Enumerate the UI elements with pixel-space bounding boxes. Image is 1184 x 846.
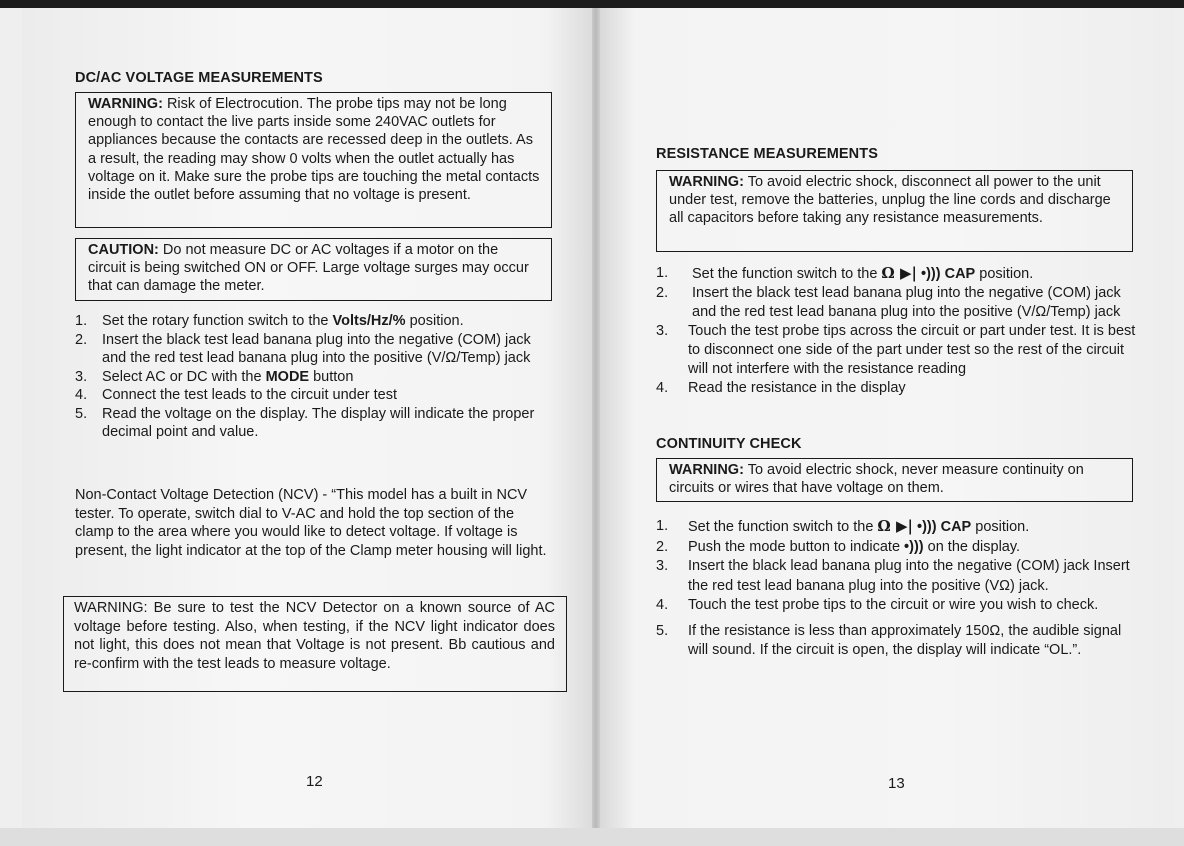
- list-item: 2. Push the mode button to indicate •))) on the display.: [656, 538, 1021, 555]
- ohm-diode-icon: Ω ▶|: [877, 517, 913, 535]
- continuity-heading: CONTINUITY CHECK: [656, 436, 802, 452]
- scan-top-edge: [0, 0, 1184, 8]
- voltage-steps-list: [75, 312, 550, 442]
- warning-label: WARNING:: [88, 96, 163, 112]
- caution-label: CAUTION:: [88, 242, 159, 258]
- resistance-heading: RESISTANCE MEASUREMENTS: [656, 146, 878, 162]
- caution-text: Do not measure DC or AC voltages if a motor on the circuit is being switched ON or OFF. Large voltage surges may occur that can damage the meter.: [88, 242, 529, 295]
- list-item: 5. If the resistance is less than approximately 150Ω, the audible signal will sound. If the circuit is open, the display will indicate “OL.”.: [656, 622, 1122, 658]
- list-item: 5. Read the voltage on the display. The display will indicate the proper decimal point and value.: [75, 405, 535, 440]
- list-item: 3. Insert the black lead banana plug into the negative (COM) jack Insert the red test lead banana plug into the positive (VΩ) jack.: [656, 558, 1130, 594]
- warning-label: WARNING:: [669, 174, 744, 190]
- ncv-warning-box: WARNING: Be sure to test the NCV Detector on a known source of AC voltage before testing. Also, when testing, if the NCV light indicator does not light, this does not mean that Voltage is not present. Bb cautious and re-confirm with the test leads to measure voltage.: [63, 596, 567, 692]
- continuity-warning-box: [656, 458, 1133, 502]
- page-number-left: 12: [306, 773, 323, 790]
- ohm-diode-icon: Ω ▶|: [881, 264, 917, 282]
- continuity-beep-icon: •))): [904, 538, 924, 555]
- page-gutter: [592, 8, 600, 828]
- ncv-paragraph: Non-Contact Voltage Detection (NCV) - “This model has a built in NCV tester. To operate, switch dial to V-AC and hold the top section of the clamp to the area where you would like to detect voltage. If voltage is present, the light indicator at the top of the Clamp meter housing will light.: [75, 487, 547, 559]
- list-item: 1. Set the rotary function switch to the Volts/Hz/% position.: [75, 313, 464, 329]
- list-item: 4. Touch the test probe tips to the circuit or wire you wish to check.: [656, 597, 1099, 613]
- warning-text: To avoid electric shock, never measure continuity on circuits or wires that have voltage on them.: [669, 462, 1084, 497]
- voltage-heading: DC/AC VOLTAGE MEASUREMENTS: [75, 70, 323, 86]
- resistance-steps-list: [656, 264, 1144, 398]
- warning-text: Risk of Electrocution. The probe tips may not be long enough to contact the live parts inside some 240VAC outlets for appliances because the contacts are recessed deep in the outlets. As a result, the reading may show 0 volts when the outlet actually has voltage on it. Make sure the probe tips are touching the metal contacts inside the outlet before assuming that no voltage is present.: [88, 96, 540, 204]
- page-number-right: 13: [888, 775, 905, 792]
- voltage-warning-box: [75, 92, 552, 228]
- list-item: 2. Insert the black test lead banana plug into the negative (COM) jack and the red test lead banana plug into the positive (V/Ω/Temp) jack: [75, 331, 531, 366]
- list-item: 1. Set the function switch to the Ω ▶| •))) CAP position.: [656, 264, 1034, 282]
- warning-text: To avoid electric shock, disconnect all power to the unit under test, remove the batteries, unplug the line cords and discharge all capacitors before taking any resistance measurements.: [669, 174, 1111, 227]
- list-item: 4. Connect the test leads to the circuit under test: [75, 387, 397, 403]
- warning-label: WARNING:: [669, 462, 744, 478]
- list-item: 3. Touch the test probe tips across the circuit or part under test. It is best to disconnect one side of the part under test so the rest of the circuit will not interfere with the resistance reading: [656, 323, 1136, 377]
- list-item: 2. Insert the black test lead banana plug into the negative (COM) jack and the red test lead banana plug into the positive (V/Ω/Temp) jack: [656, 285, 1121, 320]
- list-item: 1. Set the function switch to the Ω ▶| •))) CAP position.: [656, 517, 1030, 535]
- continuity-steps-list: [656, 517, 1140, 661]
- list-item: 4. Read the resistance in the display: [656, 380, 906, 396]
- list-item: 3. Select AC or DC with the MODE button: [75, 368, 354, 385]
- resistance-warning-box: [656, 170, 1133, 252]
- scan-bottom-edge: [0, 828, 1184, 846]
- right-page: [600, 8, 1174, 828]
- voltage-caution-box: [75, 238, 552, 301]
